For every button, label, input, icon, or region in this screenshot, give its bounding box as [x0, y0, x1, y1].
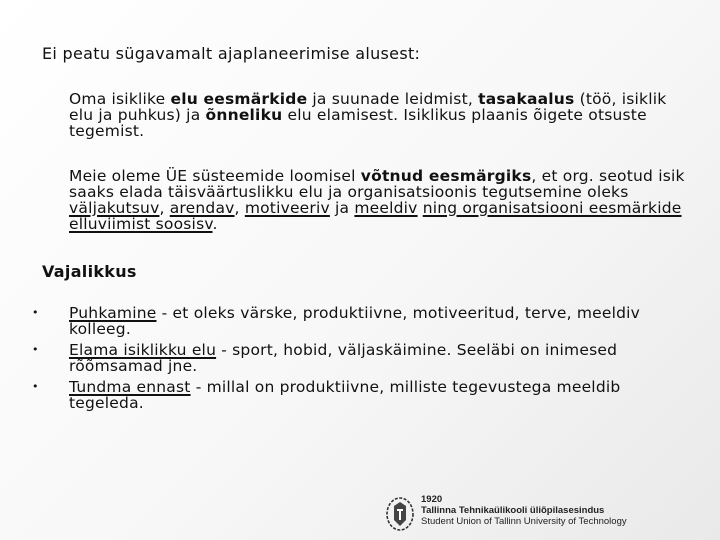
underlined-text: Tundma ennast [69, 378, 191, 396]
text: ja [329, 199, 355, 217]
underlined-text: meeldiv [354, 199, 418, 217]
text: (töö, isiklik elu ja puhkus) ja [69, 90, 667, 124]
text: - et oleks värske, produktiivne, motiveeritud, terve, meeldiv kolleeg. [69, 304, 641, 338]
logo-name-et: Tallinna Tehnikaülikooli üliõpilasesindus [421, 505, 605, 516]
emphasis: tasakaalus [478, 90, 575, 108]
text: , et org. seotud isik saaks elada täisväärtuslikku elu ja organisatsioonis tegutsemine oleks [69, 167, 685, 201]
text: , [234, 199, 245, 217]
emphasis: elu eesmärkide [170, 90, 308, 108]
logo-year: 1920 [421, 494, 443, 505]
text: . [212, 215, 218, 233]
underlined-text: arendav [169, 199, 235, 217]
list-item [32, 379, 672, 411]
text: - sport, hobid, väljaskäimine. Seeläbi on inimesed rõõmsamad jne. [69, 341, 618, 375]
text: elu elamisest. Isiklikus plaanis õigete otsuste tegemist. [69, 106, 647, 140]
emphasis: õnneliku [205, 106, 283, 124]
paragraph-goals [69, 91, 689, 139]
logo-text [421, 494, 627, 527]
bullet-icon: • [32, 380, 39, 393]
list-item [32, 305, 672, 337]
text: - millal on produktiivne, milliste tegevustega meeldib tegeleda. [69, 378, 621, 412]
student-union-emblem-icon [385, 496, 415, 532]
text: ja suunade leidmist, [307, 90, 479, 108]
bullet-icon: • [32, 343, 39, 356]
underlined-text: Puhkamine [69, 304, 157, 322]
footer-logo [385, 494, 715, 534]
bullet-icon: • [32, 306, 39, 319]
emphasis: võtnud eesmärgiks [360, 167, 532, 185]
text: Oma isiklike [69, 90, 171, 108]
text: Meie oleme ÜE süsteemide loomisel [69, 167, 361, 185]
underlined-text: motiveeriv [244, 199, 330, 217]
underlined-text: väljakutsuv [69, 199, 160, 217]
bullet-list [32, 305, 672, 416]
slide-heading: Ei peatu sügavamalt ajaplaneerimise alusest: [42, 44, 421, 63]
list-item [32, 342, 672, 374]
paragraph-system [69, 168, 689, 232]
underlined-text: ning organisatsiooni eesmärkide elluviimist soosisv [69, 199, 682, 233]
text: , [159, 199, 170, 217]
section-heading: Vajalikkus [42, 262, 137, 281]
logo-name-en: Student Union of Tallinn University of Technology [421, 516, 627, 527]
underlined-text: Elama isiklikku elu [69, 341, 217, 359]
